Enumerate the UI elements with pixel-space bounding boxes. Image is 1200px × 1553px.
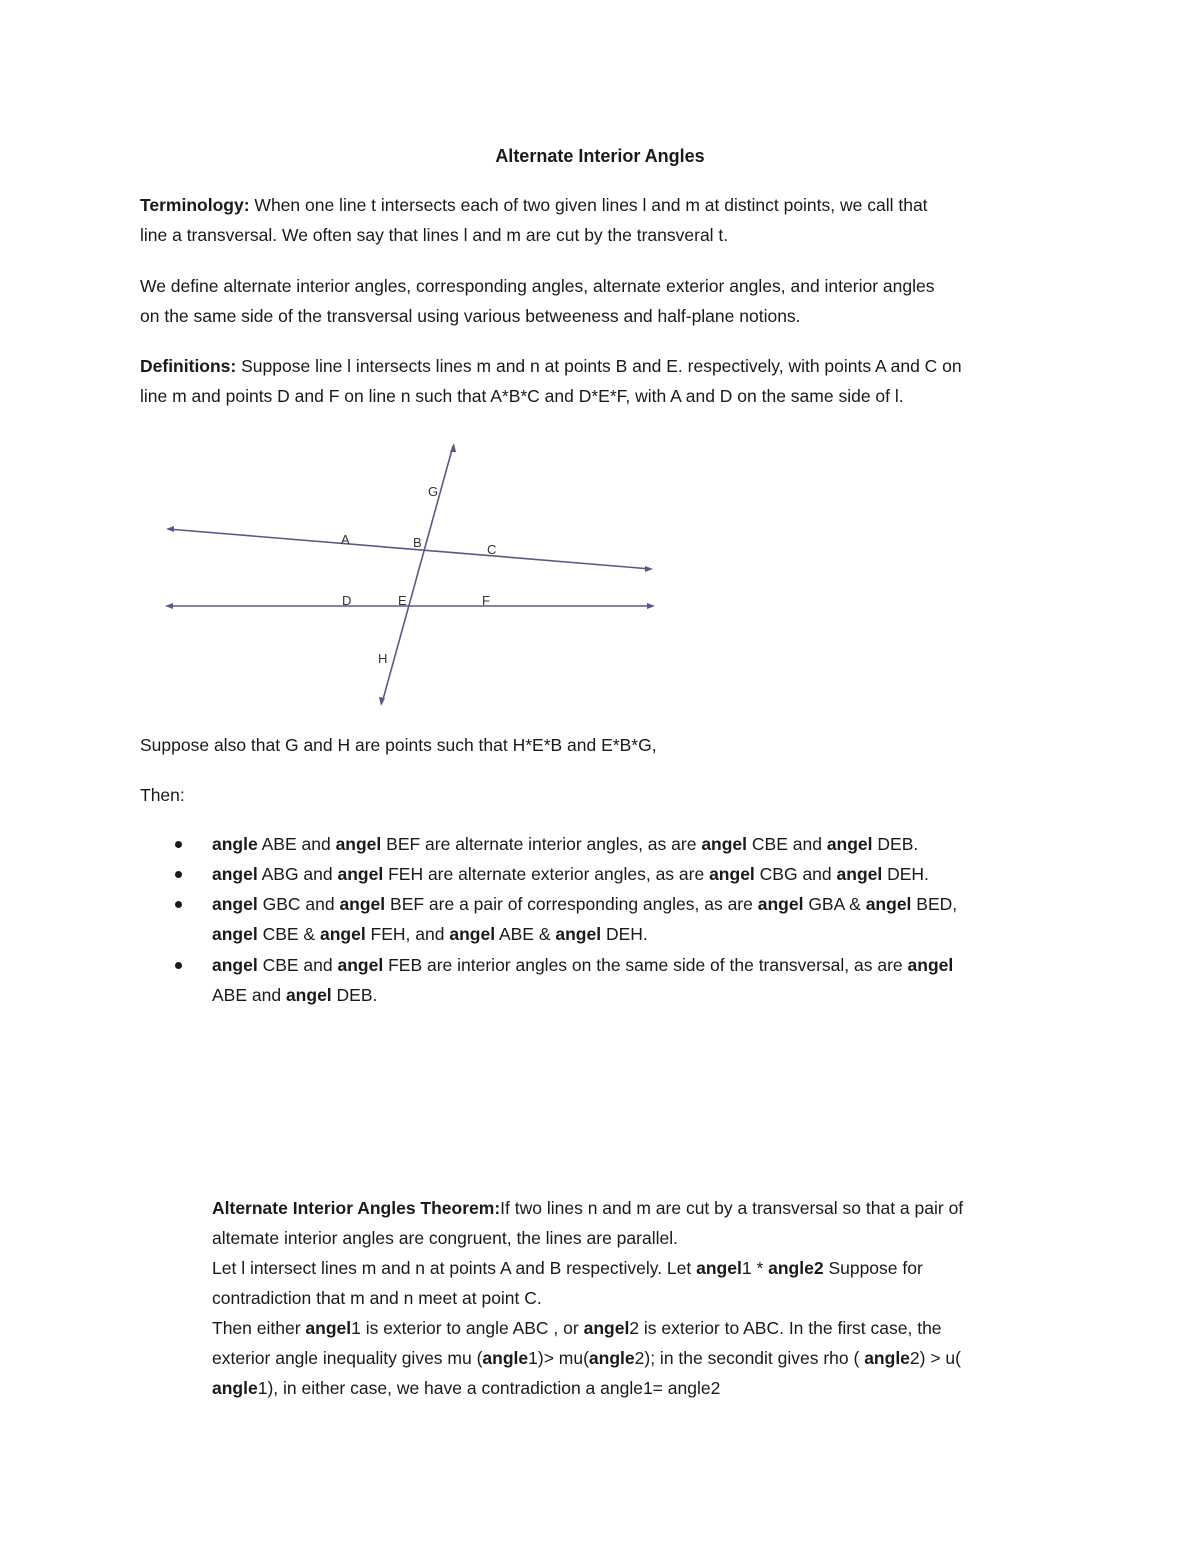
text: ABE and	[212, 985, 286, 1005]
define-line-1: We define alternate interior angles, corresponding angles, alternate exterior angles, and interior angles	[140, 276, 935, 296]
term: angel	[826, 834, 873, 854]
arrow-n-left	[165, 603, 173, 609]
arrow-transversal-bottom	[379, 697, 385, 706]
define-line-2: on the same side of the transversal using various betweeness and half-plane notions.	[140, 306, 801, 326]
term: angle	[588, 1348, 635, 1368]
line-m	[168, 529, 651, 569]
label-D: D	[342, 593, 352, 608]
term: angel	[285, 985, 332, 1005]
theorem-line-3	[212, 1256, 923, 1280]
term: angel	[212, 924, 258, 944]
text: ABG and	[257, 864, 338, 884]
text: 1 *	[741, 1258, 769, 1278]
theorem-line-6	[212, 1346, 961, 1370]
text: DEB.	[872, 834, 919, 854]
theorem-line-5	[212, 1316, 942, 1340]
text: 2); in the secondit gives rho (	[634, 1348, 865, 1368]
term: angle	[864, 1348, 910, 1368]
arrow-m-left	[166, 526, 174, 532]
term: angel	[212, 894, 258, 914]
text: Let l intersect lines m and n at points A and B respectively. Let	[212, 1258, 697, 1278]
arrow-m-right	[645, 566, 653, 572]
label-C: C	[487, 542, 497, 557]
theorem-line-7	[212, 1376, 720, 1400]
term: angle2	[768, 1258, 824, 1278]
label-E: E	[398, 593, 407, 608]
then-text: Then:	[140, 785, 185, 805]
label-B: B	[413, 535, 422, 550]
text: DEH.	[882, 864, 929, 884]
text: 2 is exterior to ABC. In the first case, the	[629, 1318, 942, 1338]
arrow-n-right	[647, 603, 655, 609]
text: BED,	[911, 894, 958, 914]
term: angel	[449, 924, 496, 944]
text: ABE &	[495, 924, 556, 944]
term: angel	[709, 864, 755, 884]
terminology-line-2: line a transversal. We often say that lines l and m are cut by the transveral t.	[140, 225, 729, 245]
text: exterior angle inequality gives mu (	[212, 1348, 483, 1368]
bullet-4-line-1	[212, 953, 953, 977]
term: angel	[555, 924, 602, 944]
text: FEB are interior angles on the same side of the transversal, as are	[383, 955, 908, 975]
bullet-dot-2	[175, 871, 182, 878]
bullet-dot-3	[175, 901, 182, 908]
label-A: A	[341, 532, 350, 547]
bullet-dot-4	[175, 962, 182, 969]
text: 2) > u(	[909, 1348, 961, 1368]
term: angel	[865, 894, 912, 914]
term: angel	[337, 864, 384, 884]
term: angle	[212, 1378, 258, 1398]
theorem-line-1	[212, 1196, 963, 1220]
text: DEH.	[601, 924, 648, 944]
term: angel	[319, 924, 366, 944]
text: BEF are a pair of corresponding angles, as are	[385, 894, 758, 914]
text: 1), in either case, we have a contradiction a angle1= angle2	[257, 1378, 721, 1398]
text: Then either	[212, 1318, 306, 1338]
text: If two lines n and m are cut by a transversal so that a pair of	[500, 1198, 964, 1218]
text: CBE and	[257, 955, 338, 975]
bullet-3-line-2	[212, 922, 648, 946]
text: GBC and	[257, 894, 340, 914]
term: angel	[335, 834, 382, 854]
text: 1 is exterior to angle ABC , or	[351, 1318, 584, 1338]
label-G: G	[428, 484, 439, 499]
term: angel	[305, 1318, 352, 1338]
bullet-dot-1	[175, 841, 182, 848]
bullet-4-line-2	[212, 983, 377, 1007]
text: FEH are alternate exterior angles, as are	[383, 864, 710, 884]
text: BEF are alternate interior angles, as are	[381, 834, 702, 854]
text: 1)> mu(	[528, 1348, 589, 1368]
bullet-3-line-1	[212, 892, 957, 916]
text: CBE &	[257, 924, 320, 944]
definitions-line-2: line m and points D and F on line n such that A*B*C and D*E*F, with A and D on the same side of l.	[140, 386, 904, 406]
term: angel	[212, 955, 258, 975]
suppose-also-text: Suppose also that G and H are points such that H*E*B and E*B*G,	[140, 735, 657, 755]
term: angel	[757, 894, 804, 914]
text: ABE and	[257, 834, 336, 854]
text: CBG and	[754, 864, 837, 884]
text: DEB.	[331, 985, 378, 1005]
term: angel	[836, 864, 883, 884]
label-H: H	[378, 651, 388, 666]
term: angel	[701, 834, 748, 854]
transversal-line	[382, 446, 453, 703]
theorem-label: Alternate Interior Angles Theorem:	[212, 1198, 501, 1218]
term: angel	[696, 1258, 742, 1278]
theorem-line-2: altemate interior angles are congruent, the lines are parallel.	[212, 1228, 678, 1248]
text: FEH, and	[365, 924, 450, 944]
bullet-2	[212, 862, 929, 886]
definitions-text-1: Suppose line l intersects lines m and n at points B and E. respectively, with points A and C on	[241, 356, 962, 376]
terminology-text-1: When one line t intersects each of two given lines l and m at distinct points, we call that	[254, 195, 928, 215]
term: angel	[337, 955, 384, 975]
term: angel	[907, 955, 954, 975]
term: angel	[212, 864, 258, 884]
term: angle	[212, 834, 258, 854]
term: angel	[339, 894, 386, 914]
transversal-diagram	[0, 0, 1200, 720]
definitions-label: Definitions:	[140, 356, 237, 376]
term: angle	[482, 1348, 529, 1368]
label-F: F	[482, 593, 490, 608]
term: angel	[583, 1318, 630, 1338]
theorem-line-4: contradiction that m and n meet at point C.	[212, 1288, 542, 1308]
page-title: Alternate Interior Angles	[495, 146, 705, 166]
bullet-1	[212, 832, 918, 856]
text: CBE and	[747, 834, 827, 854]
text: GBA &	[803, 894, 866, 914]
arrow-transversal-top	[450, 443, 456, 452]
terminology-label: Terminology:	[140, 195, 250, 215]
text: Suppose for	[823, 1258, 923, 1278]
